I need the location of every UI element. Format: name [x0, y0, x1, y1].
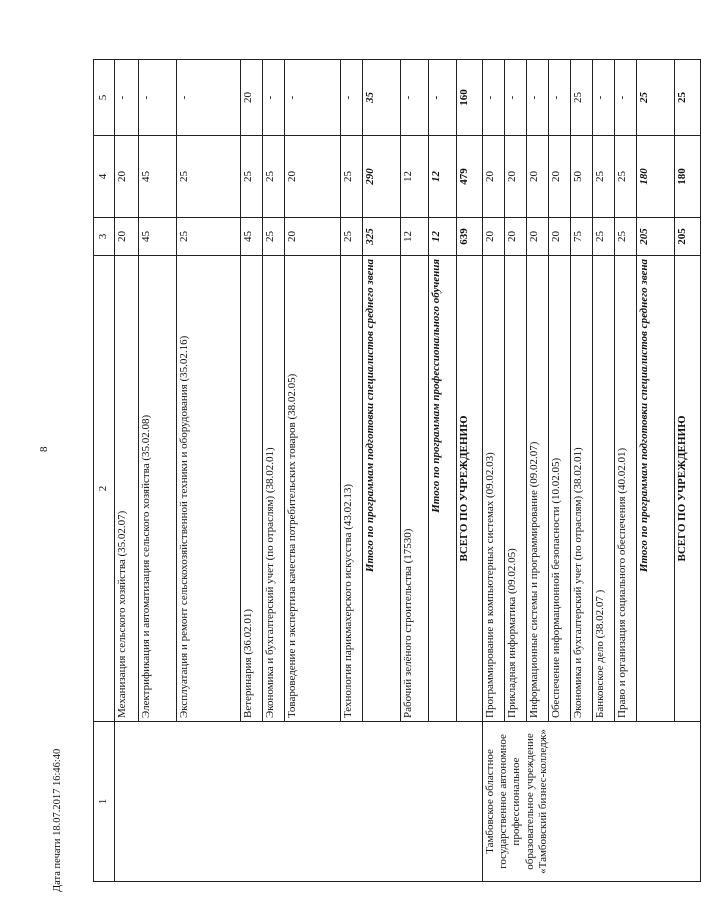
value-col3: 20 [527, 218, 549, 256]
subtotal-label: Итого по программам подготовки специалистов среднего звена [637, 256, 675, 722]
program-name: Технология парикмахерского искусства (43.02.13) [341, 256, 363, 722]
value-col4: 20 [527, 136, 549, 218]
value-col4: 20 [549, 136, 571, 218]
value-col5: 25 [637, 60, 675, 136]
value-col5: - [429, 60, 457, 136]
value-col5: 35 [363, 60, 401, 136]
value-col5: 20 [241, 60, 263, 136]
value-col5: - [401, 60, 429, 136]
program-name: Прикладная информатика (09.02.05) [505, 256, 527, 722]
program-name: Эксплуатация и ремонт сельскохозяйственной техники и оборудования (35.02.16) [177, 256, 241, 722]
table-row [115, 60, 139, 882]
value-col4: 479 [457, 136, 483, 218]
value-col4: 25 [341, 136, 363, 218]
admission-table [93, 59, 701, 882]
total-label: ВСЕГО ПО УЧРЕЖДЕНИЮ [675, 256, 701, 722]
program-name: Информационные системы и программирование (09.02.07) [527, 256, 549, 722]
value-col4: 180 [675, 136, 701, 218]
subtotal-label: Итого по программам профессионального обучения [429, 256, 457, 722]
value-col5: - [115, 60, 139, 136]
program-name: Ветеринария (36.02.01) [241, 256, 263, 722]
program-name: Банковское дело (38.02.07 ) [593, 256, 615, 722]
value-col5: - [139, 60, 177, 136]
org-name: Тамбовское областное государственное автономное профессиональное образовательное учреждение «Тамбовский бизнес-колледж» [483, 722, 701, 882]
value-col5: - [615, 60, 637, 136]
value-col4: 25 [241, 136, 263, 218]
value-col3: 25 [263, 218, 285, 256]
value-col5: - [527, 60, 549, 136]
value-col5: 25 [675, 60, 701, 136]
column-header: 4 [94, 136, 115, 218]
value-col4: 25 [593, 136, 615, 218]
header-row [94, 60, 115, 882]
program-name: Право и организация социального обеспечения (40.02.01) [615, 256, 637, 722]
value-col3: 639 [457, 218, 483, 256]
value-col3: 20 [115, 218, 139, 256]
value-col4: 20 [505, 136, 527, 218]
value-col5: 25 [571, 60, 593, 136]
value-col4: 180 [637, 136, 675, 218]
value-col3: 205 [675, 218, 701, 256]
value-col4: 12 [401, 136, 429, 218]
value-col5: - [263, 60, 285, 136]
program-name: Экономика и бухгалтерский учет (по отраслям) (38.02.01) [571, 256, 593, 722]
page-number: 8 [38, 446, 50, 452]
value-col4: 20 [483, 136, 505, 218]
value-col5: - [285, 60, 341, 136]
value-col4: 25 [177, 136, 241, 218]
column-header: 1 [94, 722, 115, 882]
value-col3: 20 [285, 218, 341, 256]
value-col4: 290 [363, 136, 401, 218]
table-row [483, 60, 505, 882]
program-name: Экономика и бухгалтерский учет (по отраслям) (38.02.01) [263, 256, 285, 722]
value-col3: 25 [341, 218, 363, 256]
value-col5: - [483, 60, 505, 136]
value-col4: 50 [571, 136, 593, 218]
value-col3: 25 [615, 218, 637, 256]
program-name: Программирование в компьютерных системах (09.02.03) [483, 256, 505, 722]
value-col4: 45 [139, 136, 177, 218]
value-col3: 325 [363, 218, 401, 256]
program-name: Рабочий зелёного строительства (17530) [401, 256, 429, 722]
value-col4: 25 [263, 136, 285, 218]
value-col3: 20 [549, 218, 571, 256]
value-col4: 12 [429, 136, 457, 218]
value-col3: 25 [177, 218, 241, 256]
column-header: 3 [94, 218, 115, 256]
value-col5: - [505, 60, 527, 136]
value-col5: - [549, 60, 571, 136]
value-col3: 45 [139, 218, 177, 256]
subtotal-label: Итого по программам подготовки специалистов среднего звена [363, 256, 401, 722]
rotated-table-container [93, 60, 688, 882]
value-col4: 20 [115, 136, 139, 218]
value-col3: 12 [429, 218, 457, 256]
program-name: Электрификация и автоматизация сельского хозяйства (35.02.08) [139, 256, 177, 722]
column-header: 5 [94, 60, 115, 136]
program-name: Механизация сельского хозяйства (35.02.07) [115, 256, 139, 722]
value-col4: 25 [615, 136, 637, 218]
print-date: Дата печати 18.07.2017 16:46:40 [52, 748, 63, 892]
value-col4: 20 [285, 136, 341, 218]
program-name: Обеспечение информационной безопасности (10.02.05) [549, 256, 571, 722]
value-col5: - [593, 60, 615, 136]
total-label: ВСЕГО ПО УЧРЕЖДЕНИЮ [457, 256, 483, 722]
value-col5: 160 [457, 60, 483, 136]
org-cell [115, 722, 483, 882]
value-col3: 75 [571, 218, 593, 256]
value-col5: - [341, 60, 363, 136]
value-col5: - [177, 60, 241, 136]
value-col3: 205 [637, 218, 675, 256]
value-col3: 45 [241, 218, 263, 256]
value-col3: 12 [401, 218, 429, 256]
value-col3: 20 [483, 218, 505, 256]
column-header: 2 [94, 256, 115, 722]
value-col3: 20 [505, 218, 527, 256]
value-col3: 25 [593, 218, 615, 256]
program-name: Товароведение и экспертиза качества потребительских товаров (38.02.05) [285, 256, 341, 722]
